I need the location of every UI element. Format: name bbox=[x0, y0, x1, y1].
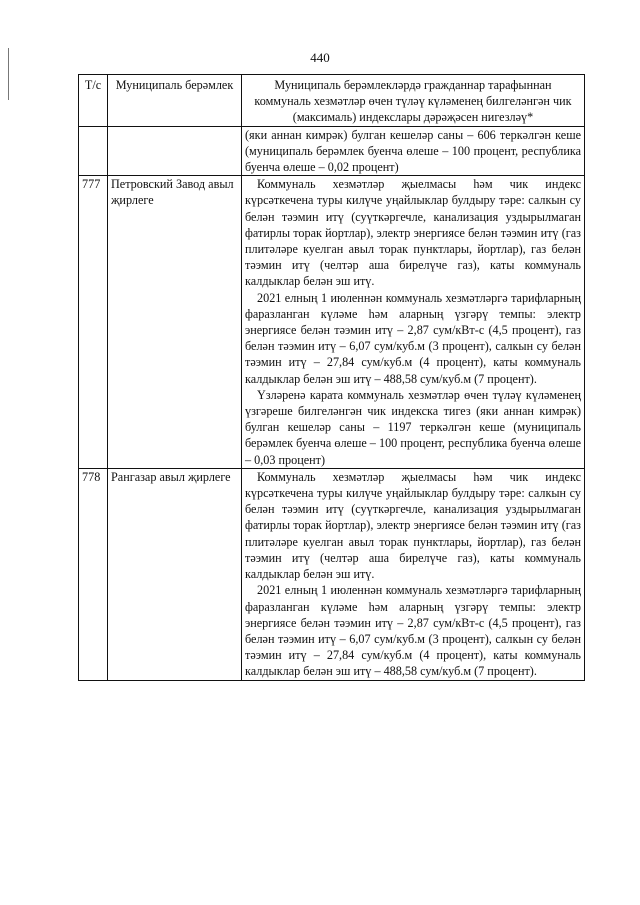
row-paragraph-amenities: Коммуналь хезмәтләр җыелмасы һәм чик индекс күрсәткечена туры килүче уңайлыклар булдыру тәре: салкын су белән тәэмин итү (суүткәргечле, канализация уздырылмаган фатирлы торак йортлар), электр энергиясе белән тәэмин итү (газ плитәләре куелган авыл торак пунктлары, йортлар), газ белән тәэмин итү (челтәр аша бирелүче газ), каты коммуналь калдыклар белән эш итү. bbox=[245, 469, 581, 582]
row-paragraph-people: Үзләренә карата коммуналь хезмәтләр өчен түләү күләменең үзгәреше билгеләнгән чик индекска тигез (яки аннан кимрәк) булган кешеләр саны – 1197 теркәлгән кеше (муниципаль берәмлек буенча өлеше – 100 процент, республика буенча өлеше – 0,03 процент) bbox=[245, 387, 581, 467]
row-paragraph-amenities: Коммуналь хезмәтләр җыелмасы һәм чик индекс күрсәткечена туры килүче уңайлыклар булдыру тәре: салкын су белән тәэмин итү (суүткәргечле, канализация уздырылмаган фатирлы торак йортлар), электр энергиясе белән тәэмин итү (газ плитәләре куелган авыл торак пунктлары, йортлар), газ белән тәэмин итү (челтәр аша бирелүче газ), каты коммуналь калдыклар белән эш итү. bbox=[245, 177, 581, 289]
row-text bbox=[242, 468, 585, 680]
row-num: 778 bbox=[79, 468, 108, 680]
header-num: Т/с bbox=[79, 75, 108, 127]
continuation-num bbox=[79, 126, 108, 176]
header-municipality: Муниципаль берәмлек bbox=[108, 75, 242, 127]
continuation-municipality bbox=[108, 126, 242, 176]
row-text bbox=[242, 176, 585, 469]
continuation-text: (яки аннан кимрәк) булган кешеләр саны – 606 теркәлгән кеше (муниципаль берәмлек буенча өлеше – 100 процент, республика буенча өлеше – 0,02 процент) bbox=[242, 126, 585, 176]
table-row bbox=[79, 176, 585, 469]
page-number: 440 bbox=[310, 50, 330, 65]
header-text: Муниципаль берәмлекләрдә гражданнар тарафыннан коммуналь хезмәтләр өчен түләү күләменең билгеләнгән чик (максималь) индекслары дәрәҗәсен нигезләү* bbox=[242, 75, 585, 127]
row-paragraph-tariffs: 2021 елның 1 июленнән коммуналь хезмәтләргә тарифларның фаразланган күләме һәм аларның үзгәрү темпы: электр энергиясе белән тәэмин итү – 2,87 сум/кВт-с (4,5 процент), газ белән тәэмин итү – 6,07 сум/куб.м (3 процент), салкын су белән тәэмин итү – 27,84 сум/куб.м (4 процент), каты коммуналь калдыклар белән эш итү – 488,58 сум/куб.м (7 процент). bbox=[245, 290, 581, 386]
row-num: 777 bbox=[79, 176, 108, 469]
table-row bbox=[79, 468, 585, 680]
row-municipality: Петровский Завод авыл җирлеге bbox=[108, 176, 242, 469]
table-row-continuation bbox=[79, 126, 585, 176]
municipal-table bbox=[78, 74, 585, 681]
table-header-row bbox=[79, 75, 585, 127]
row-municipality: Рангазар авыл җирлеге bbox=[108, 468, 242, 680]
row-paragraph-tariffs: 2021 елның 1 июленнән коммуналь хезмәтләргә тарифларның фаразланган күләме һәм аларның үзгәрү темпы: электр энергиясе белән тәэмин итү – 2,87 сум/кВт-с (4,5 процент), газ белән тәэмин итү – 6,07 сум/куб.м (3 процент), салкын су белән тәэмин итү – 27,84 сум/куб.м (4 процент), каты коммуналь калдыклар белән эш итү – 488,58 сум/куб.м (7 процент). bbox=[245, 583, 581, 679]
